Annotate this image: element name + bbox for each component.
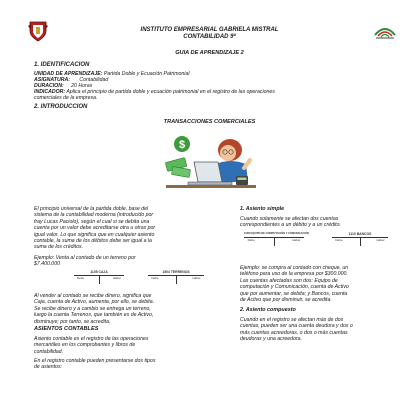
venta-explanation-paragraph: Al vender al contado se recibe dinero, significa que Caja, cuenta de Activo, aumenta, por ello, se debita. Se recibe dinero y a cambio se entrega un terreno, luego la cuenta Terrenos, que también es de Activo, disminuye; por tanto, se acredita. [34, 293, 155, 325]
t-account-divider [360, 237, 361, 246]
t-account-divider [99, 275, 100, 284]
unit-value: Partida Doble y Ecuación Patrimonial [103, 71, 190, 77]
asiento-compuesto-paragraph: Cuando en el registro se afectan más de dos cuentas, pueden ser una cuenta deudora y dos o más cuentas acreedoras, o dos o más cuentas deudoras y una acreedora. [240, 317, 353, 343]
indicator-value-line1: Aplica el principio de partida doble y ecuación patrimonial en el registro de las operaciones [66, 89, 275, 95]
subject-label: ASIGNATURA: [34, 77, 70, 83]
t-account-bancos [332, 232, 388, 250]
section-introduccion-heading: 2. INTRODUCCION [34, 104, 88, 110]
compra-example-paragraph: Ejemplo: se compra al contado con cheque, un teléfono para uso de la empresa por $300.000. Las cuentas afectadas son dos: Equipo de computación y Comunicación, cuenta de Activo que por aumentar, se debita; y Bancos, cuenta de Activo que por disminuir, se acredita. [240, 265, 349, 304]
t-account-caja-title: 1105 CAJA [90, 270, 108, 274]
institute-title: INSTITUTO EMPRESARIAL GABRIELA MISTRAL [140, 27, 279, 33]
t-account-debe-label: Debe [247, 238, 255, 242]
indicator-value-line2: comerciales de la empresa. [34, 95, 98, 101]
asiento-simple-paragraph: Cuando solamente se afectan dos cuentas correspondientes a un débito y a un crédito. [240, 216, 341, 229]
unit-label: UNIDAD DE APRENDIZAJE: [34, 71, 103, 77]
t-account-haber-label: Haber [292, 238, 301, 242]
t-account-haber-label: Haber [112, 276, 121, 280]
t-account-terrenos [148, 270, 204, 286]
tipos-asientos-paragraph: En el registro contable pueden presentarse dos tipos de asientos: [34, 358, 156, 371]
transactions-title: TRANSACCIONES COMERCIALES [163, 119, 256, 125]
partida-doble-paragraph: El principio universal de la partida doble, base del sistema de la contabilidad moderna (introducido por fray Lucas Paciolo), según el cual si se debita una cuenta por un valor debe acreditarse otra u otras por igual valor. Lo que significa que en cualquier asiento contable, la suma de los débitos debe ser igual a la suma de los créditos. [34, 206, 156, 251]
asiento-simple-heading: 1. Asiento simple [240, 206, 285, 212]
subject-value: Contabilidad [79, 77, 109, 83]
example-paragraph: Ejemplo: Venta al contado de un terreno por $7.400.000 [34, 255, 136, 268]
grade-title: CONTABILIDAD 9º [183, 34, 236, 40]
duration-label: DURACION: [34, 83, 64, 89]
t-account-divider [176, 275, 177, 284]
t-account-terrenos-title: 1504 TERRENOS [162, 270, 190, 274]
t-account-divider [274, 237, 275, 246]
guide-title: GUIA DE APRENDIZAJE 2 [175, 50, 244, 56]
section-identificacion-heading: 1. IDENTIFICACION [34, 62, 90, 68]
indicator-label: INDICADOR: [34, 89, 66, 95]
duration-value: 20 Horas [71, 83, 93, 89]
t-account-debe-label: Debe [151, 276, 159, 280]
asiento-compuesto-heading: 2. Asiento compuesto [240, 307, 296, 313]
accountant-illustration-icon [152, 132, 264, 202]
t-account-caja [74, 270, 124, 286]
asientos-contables-heading: ASIENTOS CONTABLES [34, 326, 99, 332]
t-account-debe-label: Debe [335, 238, 343, 242]
svg-text:$: $ [178, 139, 186, 151]
t-account-equipo [244, 232, 309, 250]
t-account-bancos-title: 1110 BANCOS [348, 232, 372, 236]
asiento-definition-paragraph: Asiento contable es el registro de las operaciones mercantiles en los comprobantes y libros de contabilidad. [34, 336, 149, 355]
t-account-haber-label: Haber [192, 276, 201, 280]
t-account-haber-label: Haber [376, 238, 385, 242]
t-account-equipo-title: 1528 EQUIPO DE COMPUTACIÓN Y COMUNICACIÓN [244, 232, 309, 235]
t-account-debe-label: Debe [77, 276, 85, 280]
